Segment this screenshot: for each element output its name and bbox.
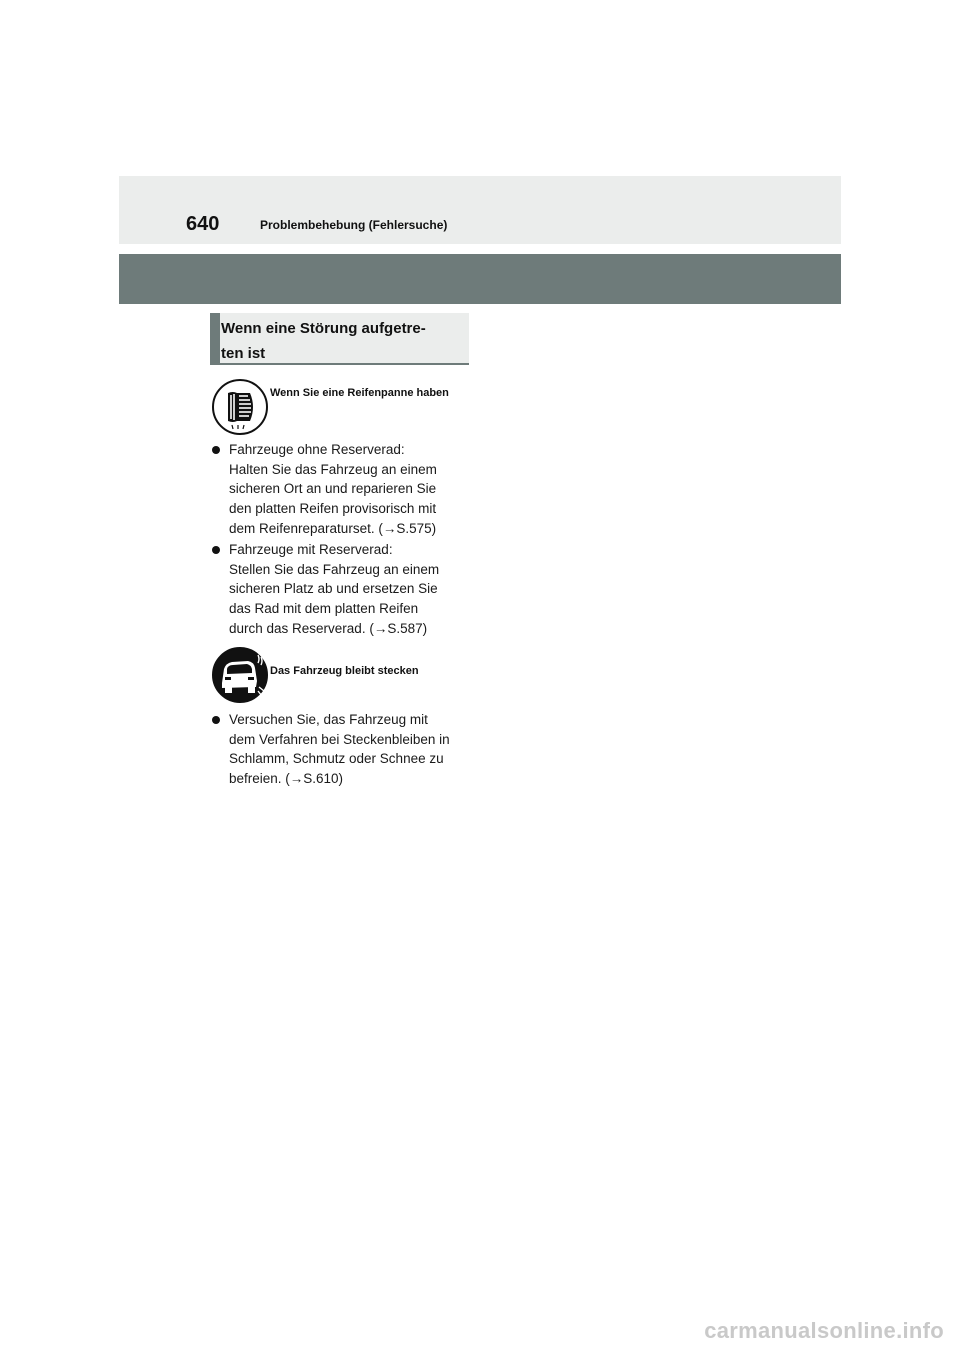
bullet-icon xyxy=(212,546,220,554)
list-item-text: Fahrzeuge mit Reserverad: Stellen Sie das Fahrzeug an einem sicheren Platz ab und ersetzen Sie das Rad mit dem platten Reifen durch das Reserverad. (→S.587) xyxy=(229,542,440,636)
header-band xyxy=(119,176,841,244)
section-band xyxy=(119,254,841,304)
list-item xyxy=(212,710,474,789)
list-item-text: Versuchen Sie, das Fahrzeug mit dem Verfahren bei Steckenbleiben in Schlamm, Schmutz oder Schnee zu befreien. (→S.610) xyxy=(229,712,450,787)
stuck-vehicle-icon xyxy=(212,647,268,703)
bullet-icon xyxy=(212,716,220,724)
list-item xyxy=(212,540,474,639)
section-title: Wenn eine Störung aufgetre- ten ist xyxy=(221,320,426,362)
page-number: 640 xyxy=(186,213,220,235)
bullet-icon xyxy=(212,446,220,454)
item-label-stuck-vehicle: Das Fahrzeug bleibt stecken xyxy=(270,665,419,677)
watermark: carmanualsonline.info xyxy=(704,1318,944,1343)
section-heading-accent xyxy=(210,313,220,363)
flat-tire-icon xyxy=(212,379,268,435)
item-label-flat-tire: Wenn Sie eine Reifenpanne haben xyxy=(270,387,449,399)
chapter-title: Problembehebung (Fehlersuche) xyxy=(260,218,448,232)
list-item-text: Fahrzeuge ohne Reserverad: Halten Sie das Fahrzeug an einem sicheren Ort an und reparieren Sie den platten Reifen provisorisch mit dem Reifenreparaturset. (→S.575) xyxy=(229,442,437,536)
list-item xyxy=(212,440,474,539)
